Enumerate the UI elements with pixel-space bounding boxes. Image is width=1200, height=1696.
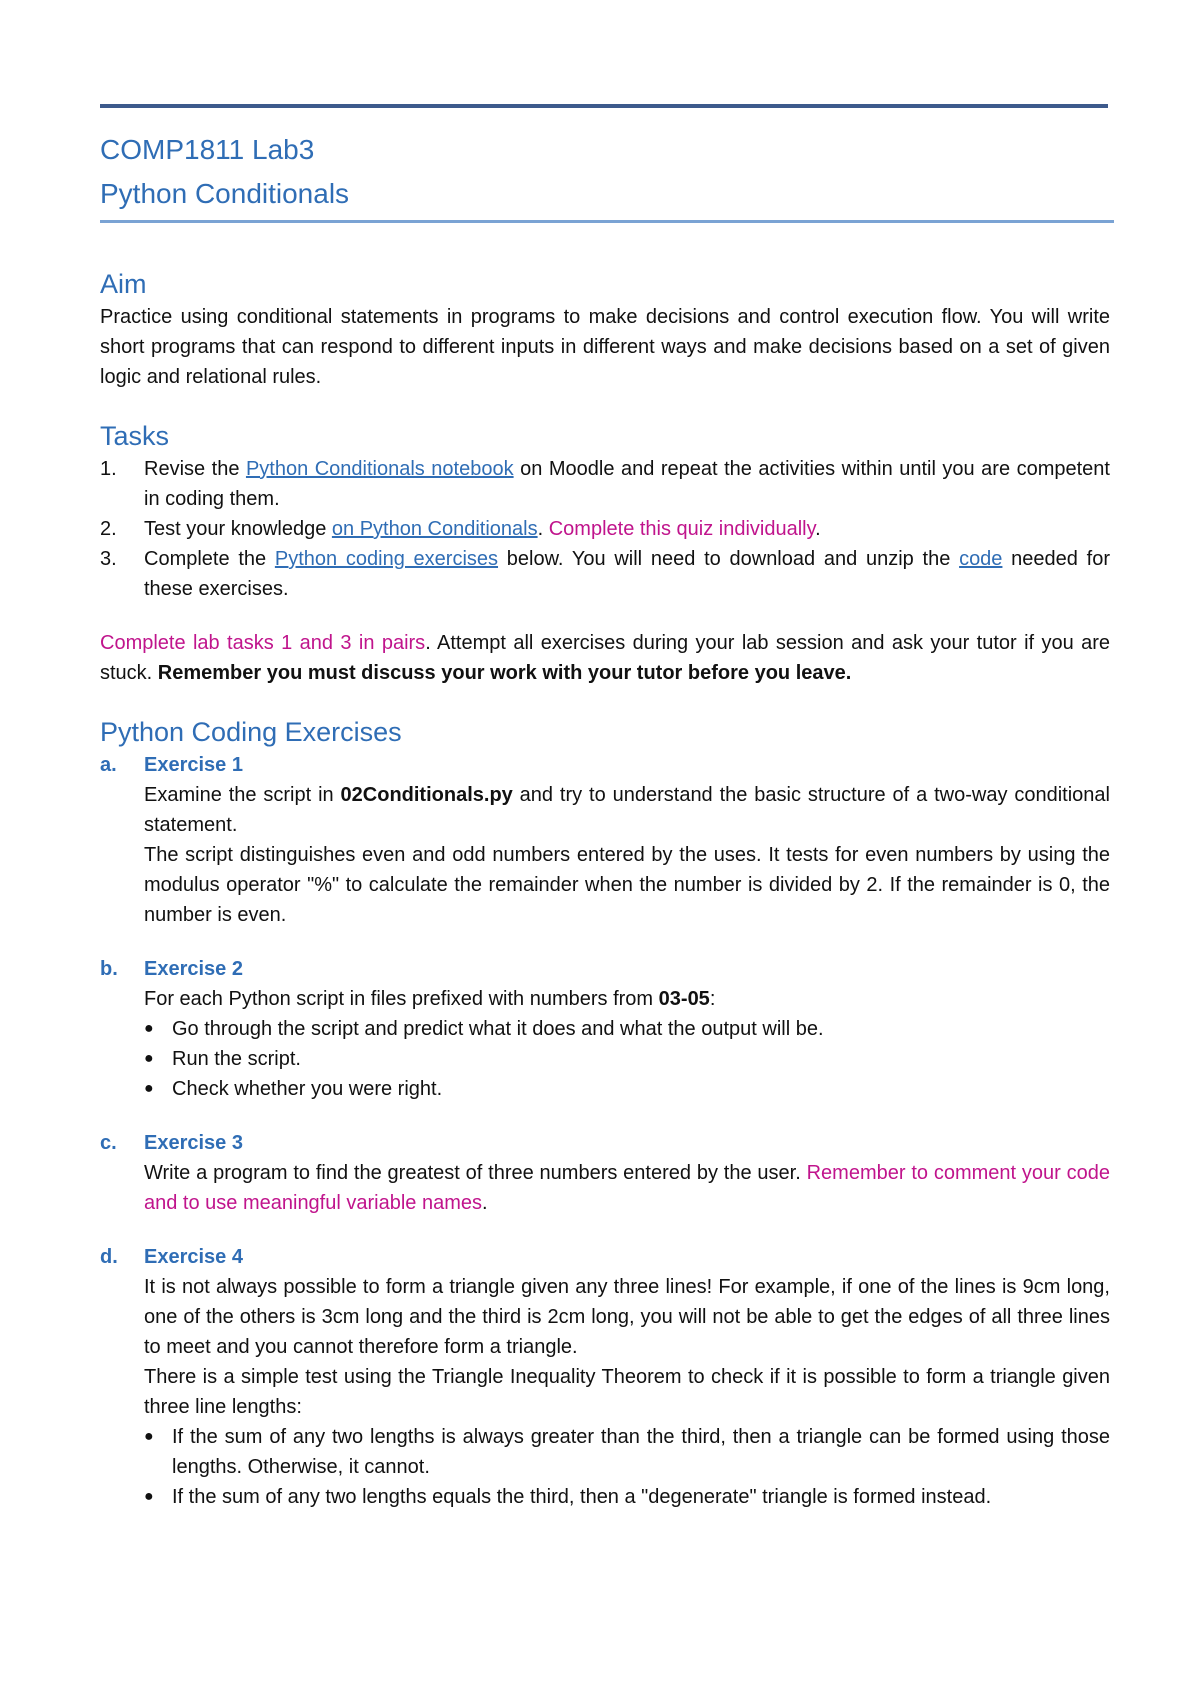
aim-section <box>100 266 1110 392</box>
task-item-2: 2. Test your knowledge on Python Conditionals. Complete this quiz individually. <box>100 514 1110 544</box>
exercise-title: Exercise 3 <box>144 1132 243 1154</box>
task-number: 1. <box>100 458 117 480</box>
aim-heading: Aim <box>100 269 147 299</box>
quiz-link[interactable]: on Python Conditionals <box>331 518 538 540</box>
title-block <box>100 128 1110 216</box>
doc-title-code: COMP1811 Lab3 <box>100 134 315 165</box>
bullet-icon: ● <box>144 1428 154 1445</box>
tasks-section <box>100 418 1110 688</box>
task-number: 3. <box>100 548 117 570</box>
exercise-title: Exercise 1 <box>144 754 243 776</box>
list-item: ● Go through the script and predict what it does and what the output will be. <box>144 1014 1110 1044</box>
exercise-2: b. Exercise 2 For each Python script in files prefixed with numbers from 03-05: ● Go through the script and predict what it does and what the output will be. ● Run the script. ● Check whether you were right. <box>100 954 1110 1104</box>
list-item: ● Run the script. <box>144 1044 1110 1074</box>
bullet-icon: ● <box>144 1488 154 1505</box>
doc-title-topic: Python Conditionals <box>100 178 350 209</box>
bullet-icon: ● <box>144 1020 154 1037</box>
exercise-title: Exercise 2 <box>144 958 243 980</box>
document-body <box>100 266 1110 1512</box>
exercises-section <box>100 714 1110 1512</box>
quiz-note: Complete this quiz individually <box>548 518 816 540</box>
exercise-3: c. Exercise 3 Write a program to find the greatest of three numbers entered by the user. Remember to comment your code and to use meaningful variable names. <box>100 1128 1110 1218</box>
aim-text: Practice using conditional statements in programs to make decisions and control execution flow. You will write short programs that can respond to different inputs in different ways and make decisions based on a set of given logic and relational rules. <box>100 306 1110 388</box>
bullet-icon: ● <box>144 1080 154 1097</box>
exercise-title: Exercise 4 <box>144 1246 243 1268</box>
task-item-1: 1. Revise the Python Conditionals notebook on Moodle and repeat the activities within until you are competent in coding them. <box>100 454 1110 514</box>
list-item: ● If the sum of any two lengths is always greater than the third, then a triangle can be formed using those lengths. Otherwise, it cannot. <box>144 1422 1110 1482</box>
filename: 02Conditionals.py <box>340 784 513 806</box>
bullet-icon: ● <box>144 1050 154 1067</box>
code-download-link[interactable]: code <box>959 548 1003 570</box>
tasks-heading: Tasks <box>100 421 170 451</box>
task-item-3: 3. Complete the Python coding exercises below. You will need to download and unzip the code needed for these exercises. <box>100 544 1110 604</box>
task-number: 2. <box>100 518 117 540</box>
title-underline <box>100 220 1114 223</box>
python-conditionals-notebook-link[interactable]: Python Conditionals notebook <box>245 458 514 480</box>
exercise-1: a. Exercise 1 Examine the script in 02Conditionals.py and try to understand the basic structure of a two-way conditional statement. The script distinguishes even and odd numbers entered by the uses. It tests for even numbers by using the modulus operator "%" to calculate the remainder when the number is divided by 2. If the remainder is 0, the number is even. <box>100 750 1110 930</box>
python-coding-exercises-link[interactable]: Python coding exercises <box>274 548 499 570</box>
exercises-heading: Python Coding Exercises <box>100 717 402 747</box>
list-item: ● If the sum of any two lengths equals the third, then a "degenerate" triangle is formed instead. <box>144 1482 1110 1512</box>
list-item: ● Check whether you were right. <box>144 1074 1110 1104</box>
top-rule <box>100 104 1108 108</box>
exercise-4: d. Exercise 4 It is not always possible to form a triangle given any three lines! For example, if one of the lines is 9cm long, one of the others is 3cm long and the third is 2cm long, you will not be able to get the edges of all three lines to meet and you cannot therefore form a triangle. There is a simple test using the Triangle Inequality Theorem to check if it is possible to form a triangle given three line lengths: ● If the sum of any two lengths is always greater than the third, then a triangle can be formed using those lengths. Otherwise, it cannot. ● If the sum of any two lengths equals the third, then a "degenerate" triangle is formed instead. <box>100 1242 1110 1512</box>
tasks-note: Complete lab tasks 1 and 3 in pairs. Attempt all exercises during your lab session and ask your tutor if you are stuck. Remember you must discuss your work with your tutor before you leave. <box>100 632 1110 684</box>
